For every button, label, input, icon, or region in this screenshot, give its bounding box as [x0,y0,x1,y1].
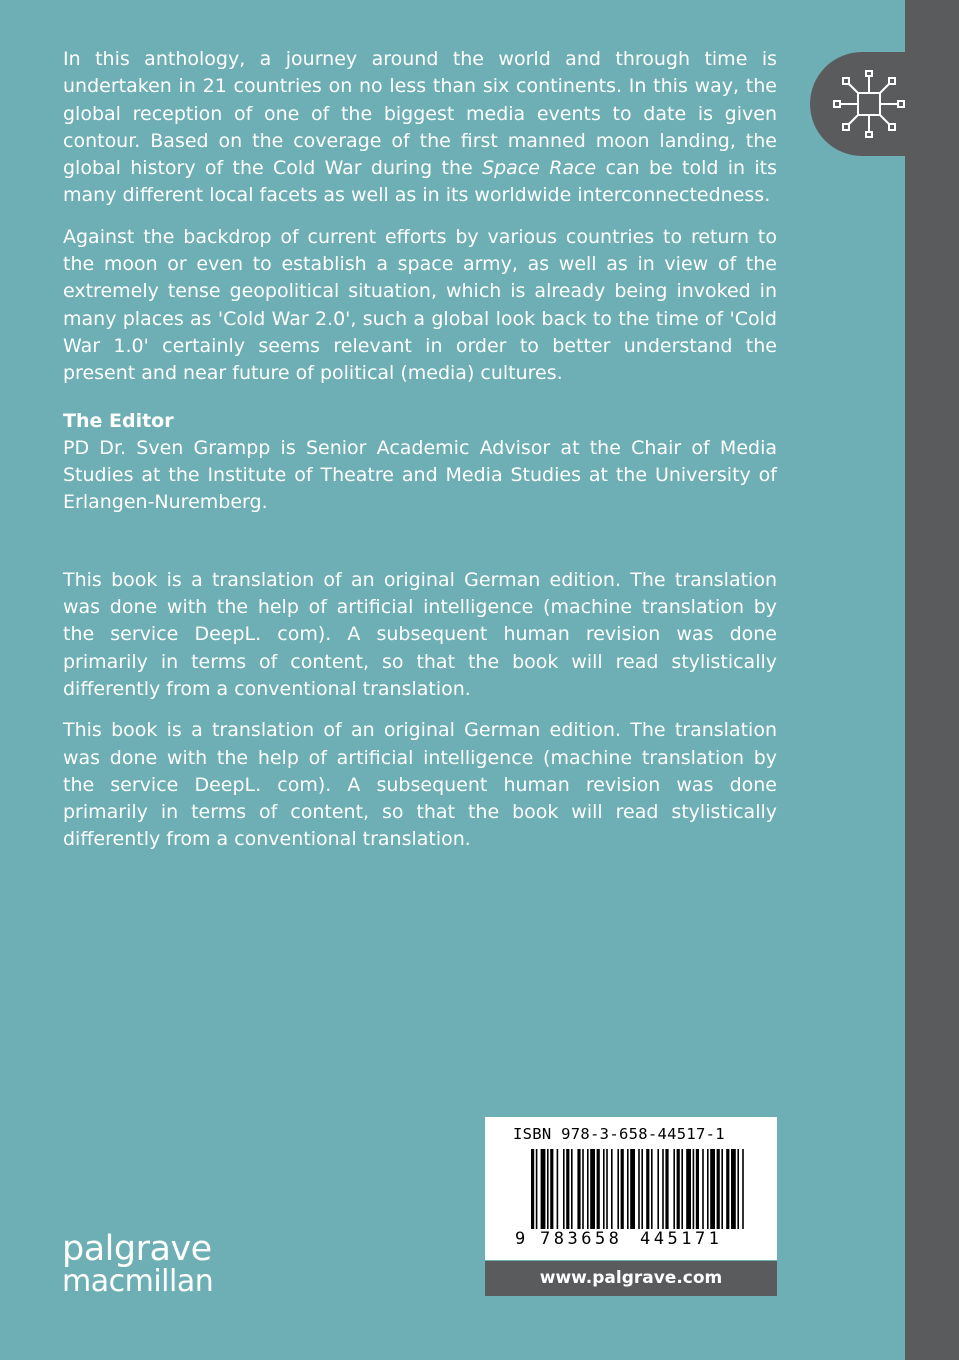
series-logo-tab [810,52,959,156]
publisher-logo-line-1: palgrave [62,1229,212,1269]
blurb-paragraph-2: Against the backdrop of current efforts by various countries to return to the moon or even to establish a space army, as well as in view of the extremely tense geopolitical situation, which is already being invoked in many places as 'Cold War 2.0', such a global look back to the time of 'Cold War 1.0' certainly seems relevant in order to better understand the present and near future of political (media) cultures. [63,225,777,385]
editor-bio: PD Dr. Sven Grampp is Senior Academic Advisor at the Chair of Media Studies at the Institute of Theatre and Media Studies at the University of Erlangen-Nuremberg. [63,436,777,514]
publisher-logo [62,1229,214,1299]
publisher-website[interactable]: www.palgrave.com [485,1261,777,1296]
barcode-digits-left: 783658 [540,1229,623,1249]
editor-section [63,408,777,517]
translation-note-2: This book is a translation of an original German edition. The translation was done with the help of artificial intelligence (machine translation by the service DeepL. com). A subsequent human revision was done primarily in terms of content, so that the book will read stylistically differently from a conventional translation. [63,719,777,851]
blurb-paragraph-1: In this anthology, a journey around the world and through time is undertaken in 21 countries on no less than six continents. In this way, the global reception of one of the biggest media events to date is given contour. Based on the coverage of the first manned moon landing, the global history of the Cold War during the Space Race can be told in its many different local facets as well as in its worldwide interconnectedness. [63,48,778,207]
translation-note-1: This book is a translation of an original German edition. The translation was done with the help of artificial intelligence (machine translation by the service DeepL. com). A subsequent human revision was done primarily in terms of content, so that the book will read stylistically differently from a conventional translation. [63,568,777,700]
editor-heading: The Editor [63,409,174,432]
barcode-digits [485,1229,777,1251]
emphasis-space-race: Space Race [482,157,597,180]
book-spine [905,0,959,1360]
back-cover-text [63,46,777,854]
barcode-digit-first: 9 [515,1229,526,1249]
publisher-logo-line-2: macmillan [62,1264,214,1299]
isbn-barcode [485,1117,777,1260]
barcode-digits-right: 445171 [640,1229,723,1249]
network-node-icon [828,69,910,139]
translation-notes [63,567,777,854]
isbn-text: ISBN 978-3-658-44517-1 [513,1125,725,1143]
